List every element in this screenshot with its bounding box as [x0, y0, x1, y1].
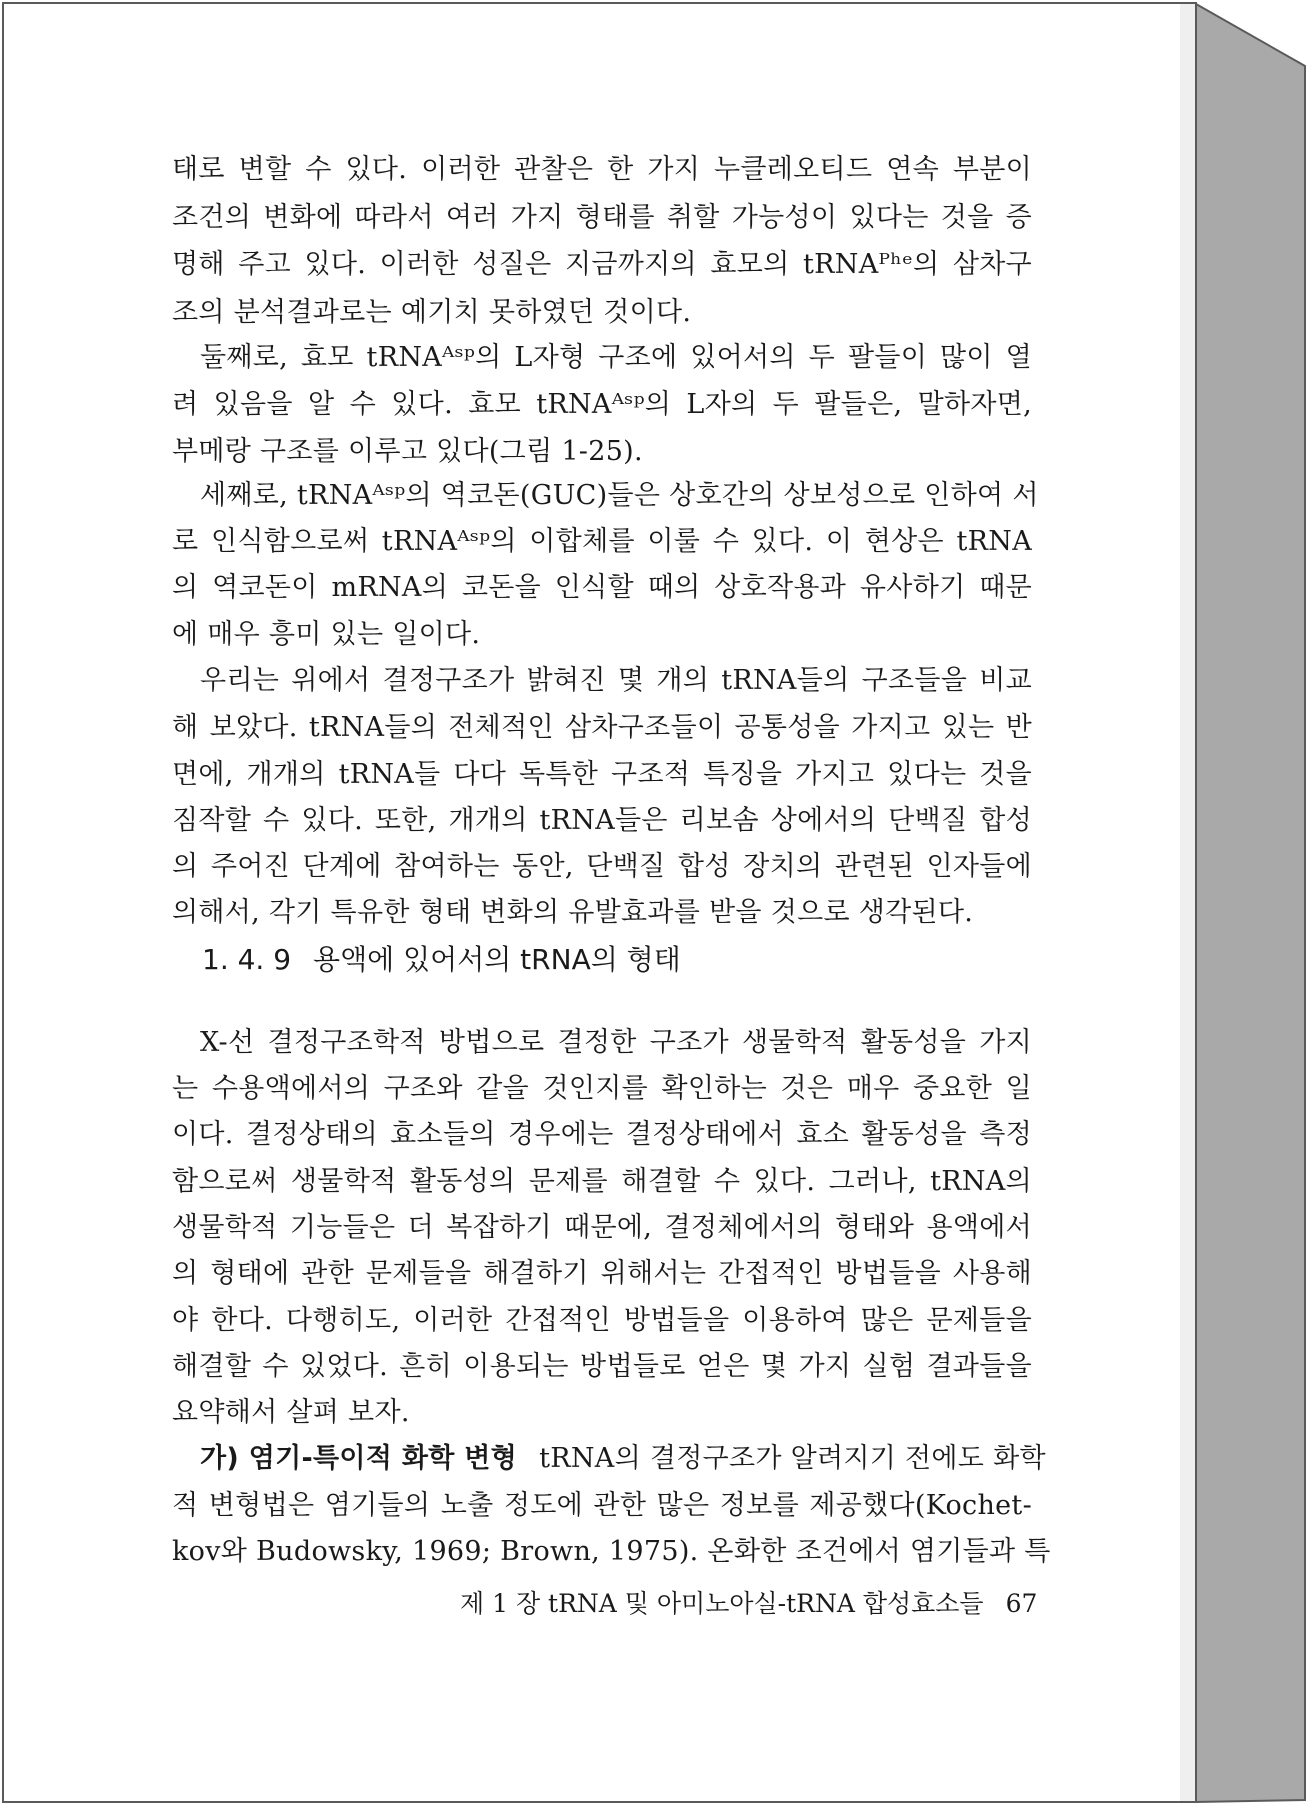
text-line: 우리는 위에서 결정구조가 밝혀진 몇 개의 tRNA들의 구조들을 비교: [200, 665, 1032, 696]
text-line: 요약해서 살펴 보자.: [172, 1397, 410, 1428]
text-line: kov와 Budowsky, 1969; Brown, 1975). 온화한 조건에서 염기들과 특: [172, 1536, 1051, 1567]
text-line: 로 인식함으로써 tRNAᴬˢᵖ의 이합체를 이룰 수 있다. 이 현상은 tRNA: [172, 526, 1032, 557]
text-line: 태로 변할 수 있다. 이러한 관찰은 한 가지 누클레오티드 연속 부분이: [172, 154, 1032, 185]
text-line: 함으로써 생물학적 활동성의 문제를 해결할 수 있다. 그러나, tRNA의: [172, 1166, 1032, 1197]
text-line: 야 한다. 다행히도, 이러한 간접적인 방법들을 이용하여 많은 문제들을: [172, 1305, 1032, 1336]
running-title: 제 1 장 tRNA 및 아미노아실-tRNA 합성효소들: [460, 1589, 984, 1618]
text-line: 려 있음을 알 수 있다. 효모 tRNAᴬˢᵖ의 L자의 두 팔들은, 말하자면,: [172, 389, 1032, 420]
text-line: 의 주어진 단계에 참여하는 동안, 단백질 합성 장치의 관련된 인자들에: [172, 851, 1032, 882]
text-line: 세째로, tRNAᴬˢᵖ의 역코돈(GUC)들은 상호간의 상보성으로 인하여 서: [200, 480, 1039, 511]
section-number: 1. 4. 9: [202, 943, 292, 976]
text-line: 조건의 변화에 따라서 여러 가지 형태를 취할 가능성이 있다는 것을 증: [172, 202, 1032, 233]
text-line: X-선 결정구조학적 방법으로 결정한 구조가 생물학적 활동성을 가지: [200, 1027, 1032, 1058]
subsection-first-line: [200, 1439, 1046, 1479]
page-number: 67: [1005, 1589, 1038, 1618]
text-line: 부메랑 구조를 이루고 있다(그림 1-25).: [172, 436, 643, 467]
text-line: 는 수용액에서의 구조와 같을 것인지를 확인하는 것은 매우 중요한 일: [172, 1073, 1032, 1104]
section-title: 용액에 있어서의 tRNA의 형태: [313, 943, 681, 976]
text-line: 적 변형법은 염기들의 노출 정도에 관한 많은 정보를 제공했다(Kochet-: [172, 1490, 1032, 1521]
text-line: 조의 분석결과로는 예기치 못하였던 것이다.: [172, 297, 692, 328]
text-line: 에 매우 흥미 있는 일이다.: [172, 619, 481, 650]
book-side: [1196, 4, 1305, 1802]
text-line: 해 보았다. tRNA들의 전체적인 삼차구조들이 공통성을 가지고 있는 반: [172, 712, 1032, 743]
text-line: 해결할 수 있었다. 흔히 이용되는 방법들로 얻은 몇 가지 실험 결과들을: [172, 1351, 1032, 1382]
subsection-first-line-text: tRNA의 결정구조가 알려지기 전에도 화학: [539, 1443, 1046, 1474]
text-line: 면에, 개개의 tRNA들 다다 독특한 구조적 특징을 가지고 있다는 것을: [172, 759, 1032, 790]
text-line: 짐작할 수 있다. 또한, 개개의 tRNA들은 리보솜 상에서의 단백질 합성: [172, 805, 1032, 836]
text-line: 의해서, 각기 특유한 형태 변화의 유발효과를 받을 것으로 생각된다.: [172, 897, 974, 928]
subsection-heading: 가) 염기-특이적 화학 변형: [200, 1443, 518, 1474]
page-footer: [460, 1584, 1038, 1620]
text-line: 의 역코돈이 mRNA의 코돈을 인식할 때의 상호작용과 유사하기 때문: [172, 572, 1032, 603]
text-line: 명해 주고 있다. 이러한 성질은 지금까지의 효모의 tRNAᴾʰᵉ의 삼차구: [172, 249, 1032, 280]
page-content: [4, 4, 1194, 1802]
text-line: 생물학적 기능들은 더 복잡하기 때문에, 결정체에서의 형태와 용액에서: [172, 1212, 1032, 1243]
section-heading: [202, 938, 703, 978]
text-line: 둘째로, 효모 tRNAᴬˢᵖ의 L자형 구조에 있어서의 두 팔들이 많이 열: [200, 342, 1032, 373]
text-line: 이다. 결정상태의 효소들의 경우에는 결정상태에서 효소 활동성을 측정: [172, 1119, 1032, 1150]
text-line: 의 형태에 관한 문제들을 해결하기 위해서는 간접적인 방법들을 사용해: [172, 1258, 1032, 1289]
